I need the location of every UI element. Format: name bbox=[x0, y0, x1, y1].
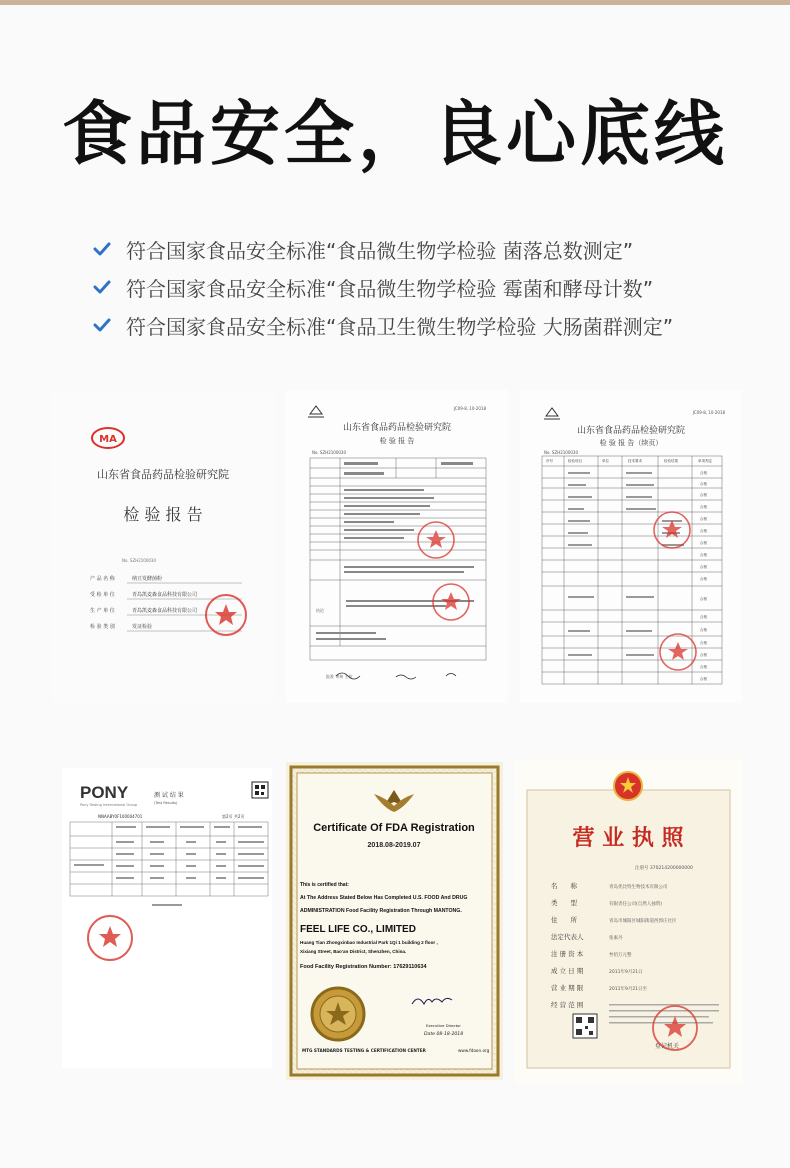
conclusion-label: 结论 bbox=[316, 608, 324, 613]
report-number: No. SZH2100030 bbox=[122, 558, 157, 563]
report-institute: 山东省食品药品检验研究院 bbox=[342, 423, 452, 433]
row-value: 青岛凯麦森食品科技有限公司 bbox=[132, 592, 198, 598]
results-title-en: (Test Results) bbox=[154, 801, 178, 805]
standards-list bbox=[92, 230, 732, 344]
standard-item bbox=[92, 230, 732, 268]
report-title: 检 验 报 告（续页） bbox=[599, 439, 663, 447]
report-institute: 山东省食品药品检验研究院 bbox=[576, 426, 686, 436]
pony-logo-subtitle: Pony Testing International Group bbox=[80, 803, 138, 807]
field-label: 成 立 日 期 bbox=[551, 967, 584, 975]
gold-seal-icon bbox=[312, 988, 364, 1040]
row-label: 产 品 名 称 bbox=[90, 576, 115, 582]
signer-roles: 批准 审核 主检 bbox=[326, 674, 353, 679]
report-number: NNAABY0F100004701 bbox=[98, 814, 143, 819]
inspection-report-continuation bbox=[520, 390, 742, 703]
company-address: Xixiang Street, Bao'an District, Shenzhen, China. bbox=[300, 949, 407, 954]
field-value: 2011年9月21日 bbox=[609, 970, 643, 975]
check-icon bbox=[92, 277, 112, 297]
row-label: 受 检 单 位 bbox=[90, 592, 115, 598]
qr-code-icon bbox=[252, 782, 268, 798]
results-title: 测 试 结 果 bbox=[154, 792, 184, 799]
field-label: 名 称 bbox=[551, 882, 577, 890]
judge-cell: 合格 bbox=[700, 482, 707, 486]
form-code: JC09-8, 10-2018 bbox=[453, 406, 486, 411]
judge-cell: 合格 bbox=[700, 517, 707, 521]
col-head: 单项判定 bbox=[698, 459, 712, 463]
field-label: 类 型 bbox=[551, 899, 577, 907]
judge-cell: 合格 bbox=[700, 665, 707, 669]
license-title: 营 业 执 照 bbox=[572, 825, 684, 851]
field-label: 法定代表人 bbox=[551, 933, 584, 941]
field-value: 青岛优比特生物技术有限公司 bbox=[609, 885, 668, 890]
company-name: FEEL LIFE CO., LIMITED bbox=[300, 924, 416, 935]
certify-text: ADMINISTRATION Food Facility Registration Through MANTONG. bbox=[300, 908, 462, 914]
report-number: No. SZH2100030 bbox=[312, 450, 347, 455]
issuing-authority: 登记机关 bbox=[655, 1043, 680, 1050]
judge-cell: 合格 bbox=[700, 565, 707, 569]
check-icon bbox=[92, 315, 112, 335]
standard-text: 符合国家食品安全标准“食品卫生微生物学检验 大肠菌群测定” bbox=[126, 314, 674, 339]
judge-cell: 合格 bbox=[700, 553, 707, 557]
registration-number: Food Facility Registration Number: 17629110634 bbox=[300, 964, 427, 970]
company-address: Huang Tian Zhongxinbao Industrial Park 1Qi 1 building 2 floor , bbox=[300, 940, 438, 945]
pony-test-results bbox=[62, 768, 272, 1068]
judge-cell: 合格 bbox=[700, 677, 707, 681]
form-code: JC09-8, 10-2018 bbox=[692, 410, 725, 415]
check-icon bbox=[92, 239, 112, 259]
business-license bbox=[515, 760, 742, 1083]
judge-cell: 合格 bbox=[700, 541, 707, 545]
judge-cell: 合格 bbox=[700, 597, 707, 601]
field-label: 住 所 bbox=[551, 916, 577, 924]
signed-date: Date 08-18-2018 bbox=[424, 1032, 464, 1037]
field-value: 张素丹 bbox=[609, 936, 623, 941]
judge-cell: 合格 bbox=[700, 505, 707, 509]
field-value: 青岛市城阳区城阳街道西郭庄社区 bbox=[609, 919, 677, 924]
fda-registration-certificate bbox=[286, 762, 503, 1080]
standard-text: 符合国家食品安全标准“食品微生物学检验 菌落总数测定” bbox=[126, 238, 634, 263]
row-label: 生 产 单 位 bbox=[90, 608, 115, 614]
national-emblem-icon bbox=[614, 772, 642, 800]
field-value: 叁佰万元整 bbox=[609, 953, 632, 958]
judge-cell: 合格 bbox=[700, 471, 707, 475]
certificate-period: 2018.08-2019.07 bbox=[367, 842, 421, 849]
standard-item bbox=[92, 268, 732, 306]
signer-title: Executive Director bbox=[426, 1023, 461, 1028]
col-head: 技术要求 bbox=[628, 459, 642, 463]
certificate-title: Certificate Of FDA Registration bbox=[313, 822, 475, 834]
registration-number: 注册号 370214200000000 bbox=[635, 866, 693, 871]
judge-cell: 合格 bbox=[700, 529, 707, 533]
issuer-name: MTG STANDARDS TESTING & CERTIFICATION CENTER bbox=[302, 1048, 426, 1053]
certify-text: At The Address Stated Below Has Completed U.S. FOOD And DRUG bbox=[300, 895, 468, 901]
field-label: 经 营 范 围 bbox=[551, 1001, 584, 1009]
qr-code-icon bbox=[573, 1014, 597, 1038]
row-value: 纳豆发酵菌粉 bbox=[132, 576, 163, 582]
row-value: 发证检验 bbox=[132, 624, 153, 630]
field-label: 营 业 期 限 bbox=[551, 984, 584, 992]
judge-cell: 合格 bbox=[700, 577, 707, 581]
report-title: 检 验 报 告 bbox=[123, 505, 203, 524]
field-value: 2011年9月21日至 bbox=[609, 987, 648, 992]
inspection-report-page bbox=[286, 390, 508, 703]
judge-cell: 合格 bbox=[700, 493, 707, 497]
judge-cell: 合格 bbox=[700, 653, 707, 657]
pony-logo: PONY bbox=[80, 783, 129, 802]
standard-item bbox=[92, 306, 732, 344]
standard-text: 符合国家食品安全标准“食品微生物学检验 霉菌和酵母计数” bbox=[126, 276, 654, 301]
col-head: 检验项目 bbox=[568, 459, 582, 463]
judge-cell: 合格 bbox=[700, 615, 707, 619]
row-label: 检 验 类 别 bbox=[90, 624, 115, 630]
page-indicator: 第2页 共2页 bbox=[222, 814, 245, 819]
row-value: 青岛凯麦森食品科技有限公司 bbox=[132, 608, 198, 614]
report-title: 检 验 报 告 bbox=[379, 437, 415, 445]
top-accent-bar bbox=[0, 0, 790, 5]
judge-cell: 合格 bbox=[700, 628, 707, 632]
issuer-website: www.fdaon.org bbox=[458, 1048, 490, 1053]
page-headline: 食品安全，良心底线 bbox=[62, 93, 728, 175]
col-head: 序号 bbox=[546, 459, 553, 463]
report-institute: 山东省食品药品检验研究院 bbox=[97, 468, 229, 481]
field-value: 有限责任公司(自然人独资) bbox=[609, 902, 663, 907]
certify-line: This is certified that: bbox=[300, 882, 349, 888]
col-head: 检验结果 bbox=[664, 459, 678, 463]
judge-cell: 合格 bbox=[700, 641, 707, 645]
col-head: 单位 bbox=[602, 459, 609, 463]
inspection-report-cover bbox=[52, 390, 274, 703]
field-label: 注 册 资 本 bbox=[551, 950, 584, 958]
report-number: No. SZH2100030 bbox=[544, 450, 579, 455]
cma-mark-text: MA bbox=[99, 434, 117, 445]
